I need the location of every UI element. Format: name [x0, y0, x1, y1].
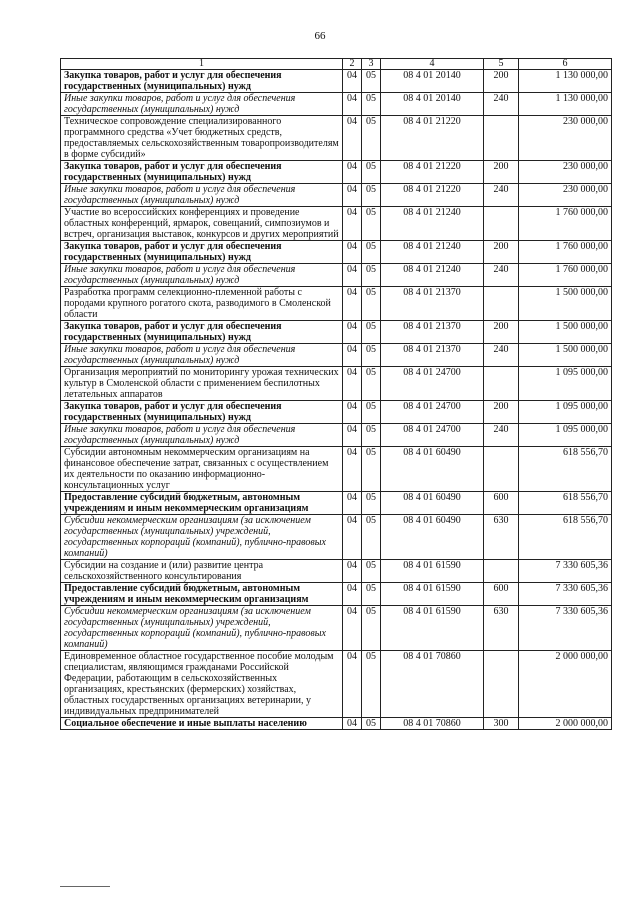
cell-section: 04 [343, 515, 362, 560]
cell-amount: 618 556,70 [519, 492, 612, 515]
table-row [61, 184, 612, 207]
table-row [61, 321, 612, 344]
cell-target-code: 08 4 01 61590 [381, 606, 484, 651]
cell-subsection: 05 [362, 70, 381, 93]
cell-subsection: 05 [362, 424, 381, 447]
cell-amount: 1 130 000,00 [519, 70, 612, 93]
header-col-3: 3 [362, 59, 381, 70]
cell-amount: 7 330 605,36 [519, 560, 612, 583]
cell-section: 04 [343, 401, 362, 424]
page-number: 66 [314, 30, 326, 42]
table-row [61, 93, 612, 116]
cell-section: 04 [343, 93, 362, 116]
cell-section: 04 [343, 264, 362, 287]
cell-expense-type [484, 287, 519, 321]
table-row [61, 401, 612, 424]
table-row [61, 116, 612, 161]
cell-section: 04 [343, 424, 362, 447]
cell-target-code: 08 4 01 61590 [381, 560, 484, 583]
cell-amount: 230 000,00 [519, 184, 612, 207]
cell-name: Субсидии некоммерческим организациям (за исключением государственных (муниципальных) учреждений, государственных корпораций (компаний), публично-правовых компаний) [61, 606, 343, 651]
table-row [61, 515, 612, 560]
cell-expense-type: 200 [484, 401, 519, 424]
cell-amount: 618 556,70 [519, 515, 612, 560]
cell-target-code: 08 4 01 21240 [381, 264, 484, 287]
cell-amount: 230 000,00 [519, 161, 612, 184]
cell-section: 04 [343, 492, 362, 515]
cell-name: Закупка товаров, работ и услуг для обеспечения государственных (муниципальных) нужд [61, 241, 343, 264]
cell-target-code: 08 4 01 21370 [381, 344, 484, 367]
cell-name: Закупка товаров, работ и услуг для обеспечения государственных (муниципальных) нужд [61, 161, 343, 184]
cell-amount: 1 095 000,00 [519, 424, 612, 447]
cell-expense-type: 300 [484, 718, 519, 730]
cell-expense-type: 630 [484, 606, 519, 651]
cell-section: 04 [343, 606, 362, 651]
cell-target-code: 08 4 01 70860 [381, 651, 484, 718]
table-row [61, 651, 612, 718]
cell-target-code: 08 4 01 60490 [381, 515, 484, 560]
cell-name: Субсидии автономным некоммерческим организациям на финансовое обеспечение затрат, связанных с осуществлением их деятельности по оказанию информационно-консультационных услуг [61, 447, 343, 492]
cell-name: Социальное обеспечение и иные выплаты населению [61, 718, 343, 730]
cell-subsection: 05 [362, 515, 381, 560]
header-col-2: 2 [343, 59, 362, 70]
table-row [61, 606, 612, 651]
footer-rule [60, 886, 110, 887]
cell-amount: 1 130 000,00 [519, 93, 612, 116]
cell-name: Участие во всероссийских конференциях и проведение областных конференций, ярмарок, совещаний, симпозиумов и встреч, организация выставок, конкурсов и других мероприятий [61, 207, 343, 241]
cell-amount: 618 556,70 [519, 447, 612, 492]
cell-expense-type [484, 116, 519, 161]
cell-amount: 1 095 000,00 [519, 401, 612, 424]
cell-expense-type: 240 [484, 184, 519, 207]
cell-expense-type [484, 447, 519, 492]
table-row [61, 287, 612, 321]
cell-target-code: 08 4 01 60490 [381, 492, 484, 515]
cell-section: 04 [343, 651, 362, 718]
cell-target-code: 08 4 01 24700 [381, 424, 484, 447]
cell-target-code: 08 4 01 21220 [381, 116, 484, 161]
cell-subsection: 05 [362, 447, 381, 492]
cell-section: 04 [343, 718, 362, 730]
cell-expense-type [484, 651, 519, 718]
cell-expense-type: 200 [484, 70, 519, 93]
cell-subsection: 05 [362, 116, 381, 161]
cell-name: Субсидии на создание и (или) развитие центра сельскохозяйственного консультирования [61, 560, 343, 583]
cell-expense-type: 200 [484, 321, 519, 344]
cell-subsection: 05 [362, 401, 381, 424]
cell-subsection: 05 [362, 207, 381, 241]
cell-target-code: 08 4 01 70860 [381, 718, 484, 730]
table-row [61, 424, 612, 447]
table-row [61, 161, 612, 184]
cell-target-code: 08 4 01 21220 [381, 161, 484, 184]
cell-name: Иные закупки товаров, работ и услуг для обеспечения государственных (муниципальных) нужд [61, 93, 343, 116]
cell-name: Субсидии некоммерческим организациям (за исключением государственных (муниципальных) учреждений, государственных корпораций (компаний), публично-правовых компаний) [61, 515, 343, 560]
cell-section: 04 [343, 116, 362, 161]
cell-expense-type: 200 [484, 241, 519, 264]
cell-subsection: 05 [362, 287, 381, 321]
cell-amount: 1 500 000,00 [519, 321, 612, 344]
table-row [61, 264, 612, 287]
cell-subsection: 05 [362, 606, 381, 651]
cell-amount: 1 500 000,00 [519, 344, 612, 367]
cell-target-code: 08 4 01 20140 [381, 70, 484, 93]
cell-section: 04 [343, 367, 362, 401]
table-row [61, 718, 612, 730]
cell-target-code: 08 4 01 24700 [381, 401, 484, 424]
cell-subsection: 05 [362, 560, 381, 583]
cell-name: Иные закупки товаров, работ и услуг для обеспечения государственных (муниципальных) нужд [61, 264, 343, 287]
cell-expense-type: 240 [484, 424, 519, 447]
cell-name: Предоставление субсидий бюджетным, автономным учреждениям и иным некоммерческим организациям [61, 492, 343, 515]
cell-expense-type: 600 [484, 492, 519, 515]
cell-expense-type: 240 [484, 344, 519, 367]
cell-section: 04 [343, 321, 362, 344]
table-row [61, 447, 612, 492]
cell-amount: 7 330 605,36 [519, 606, 612, 651]
cell-target-code: 08 4 01 61590 [381, 583, 484, 606]
cell-expense-type: 600 [484, 583, 519, 606]
cell-expense-type: 240 [484, 264, 519, 287]
cell-name: Закупка товаров, работ и услуг для обеспечения государственных (муниципальных) нужд [61, 321, 343, 344]
header-col-6: 6 [519, 59, 612, 70]
cell-subsection: 05 [362, 161, 381, 184]
cell-section: 04 [343, 241, 362, 264]
header-col-5: 5 [484, 59, 519, 70]
table-row [61, 344, 612, 367]
cell-expense-type: 630 [484, 515, 519, 560]
cell-amount: 2 000 000,00 [519, 651, 612, 718]
cell-amount: 1 760 000,00 [519, 264, 612, 287]
cell-name: Иные закупки товаров, работ и услуг для обеспечения государственных (муниципальных) нужд [61, 424, 343, 447]
cell-name: Единовременное областное государственное пособие молодым специалистам, являющимся гражданами Российской Федерации, работающим в сельскохозяйственных организациях, крестьянских (фермерских) хозяйствах, областных государственных организациях ветеринарии, у индивидуальных предпринимателей [61, 651, 343, 718]
cell-amount: 7 330 605,36 [519, 583, 612, 606]
cell-name: Иные закупки товаров, работ и услуг для обеспечения государственных (муниципальных) нужд [61, 344, 343, 367]
cell-amount: 1 095 000,00 [519, 367, 612, 401]
cell-expense-type [484, 560, 519, 583]
table-body [61, 70, 612, 730]
cell-name: Предоставление субсидий бюджетным, автономным учреждениям и иным некоммерческим организациям [61, 583, 343, 606]
cell-name: Техническое сопровождение специализированного программного средства «Учет бюджетных средств, предоставляемых сельскохозяйственным товаропроизводителям в форме субсидий» [61, 116, 343, 161]
cell-target-code: 08 4 01 21370 [381, 321, 484, 344]
cell-expense-type [484, 207, 519, 241]
cell-section: 04 [343, 583, 362, 606]
cell-amount: 1 760 000,00 [519, 241, 612, 264]
cell-subsection: 05 [362, 321, 381, 344]
cell-target-code: 08 4 01 21240 [381, 241, 484, 264]
table-row [61, 367, 612, 401]
header-col-4: 4 [381, 59, 484, 70]
cell-name: Организация мероприятий по мониторингу урожая технических культур в Смоленской области с применением беспилотных летательных аппаратов [61, 367, 343, 401]
cell-amount: 2 000 000,00 [519, 718, 612, 730]
cell-section: 04 [343, 161, 362, 184]
cell-subsection: 05 [362, 583, 381, 606]
cell-section: 04 [343, 287, 362, 321]
cell-subsection: 05 [362, 344, 381, 367]
cell-target-code: 08 4 01 60490 [381, 447, 484, 492]
cell-section: 04 [343, 70, 362, 93]
cell-subsection: 05 [362, 651, 381, 718]
table-row [61, 583, 612, 606]
cell-amount: 1 760 000,00 [519, 207, 612, 241]
cell-expense-type: 200 [484, 161, 519, 184]
cell-subsection: 05 [362, 184, 381, 207]
cell-section: 04 [343, 207, 362, 241]
cell-target-code: 08 4 01 21240 [381, 207, 484, 241]
header-row [61, 59, 612, 70]
cell-target-code: 08 4 01 21220 [381, 184, 484, 207]
cell-target-code: 08 4 01 20140 [381, 93, 484, 116]
cell-subsection: 05 [362, 241, 381, 264]
table-row [61, 70, 612, 93]
table-row [61, 560, 612, 583]
table-row [61, 241, 612, 264]
cell-target-code: 08 4 01 24700 [381, 367, 484, 401]
budget-table [60, 58, 612, 730]
cell-subsection: 05 [362, 367, 381, 401]
cell-section: 04 [343, 447, 362, 492]
table-row [61, 492, 612, 515]
table-row [61, 207, 612, 241]
cell-section: 04 [343, 184, 362, 207]
cell-amount: 1 500 000,00 [519, 287, 612, 321]
cell-expense-type: 240 [484, 93, 519, 116]
cell-name: Закупка товаров, работ и услуг для обеспечения государственных (муниципальных) нужд [61, 70, 343, 93]
cell-section: 04 [343, 344, 362, 367]
cell-subsection: 05 [362, 492, 381, 515]
cell-name: Закупка товаров, работ и услуг для обеспечения государственных (муниципальных) нужд [61, 401, 343, 424]
cell-subsection: 05 [362, 718, 381, 730]
cell-name: Иные закупки товаров, работ и услуг для обеспечения государственных (муниципальных) нужд [61, 184, 343, 207]
cell-subsection: 05 [362, 264, 381, 287]
cell-name: Разработка программ селекционно-племенной работы с породами крупного рогатого скота, разводимого в Смоленской области [61, 287, 343, 321]
header-col-1: 1 [61, 59, 343, 70]
cell-amount: 230 000,00 [519, 116, 612, 161]
cell-expense-type [484, 367, 519, 401]
cell-target-code: 08 4 01 21370 [381, 287, 484, 321]
cell-section: 04 [343, 560, 362, 583]
cell-subsection: 05 [362, 93, 381, 116]
